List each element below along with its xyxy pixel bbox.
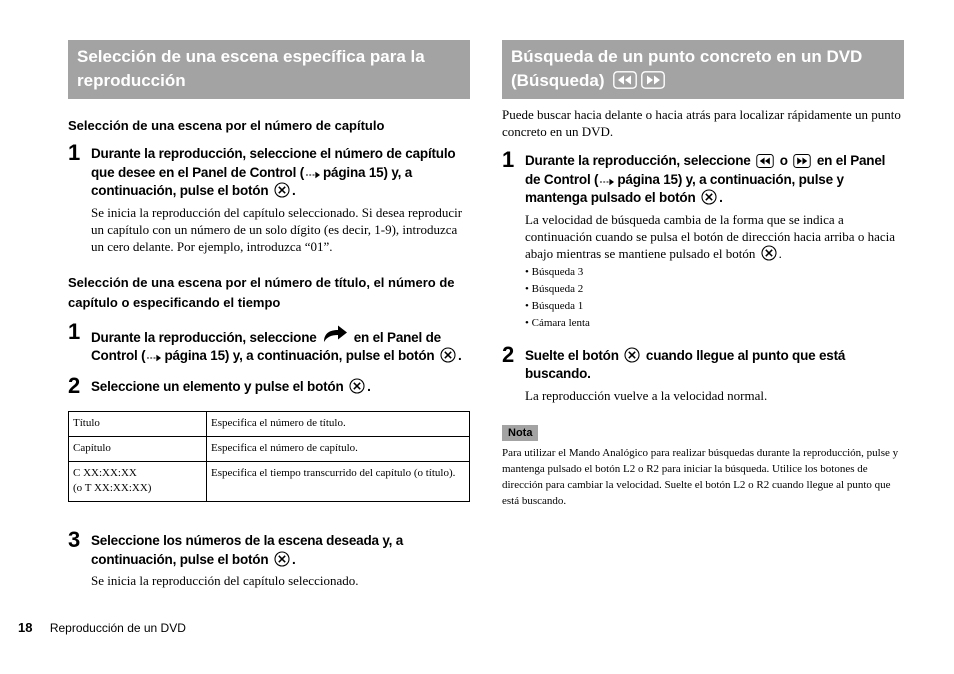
step-instruction [91,324,470,366]
step-number: 1 [502,147,515,172]
step-body [525,211,904,262]
fast-forward-icon [641,71,665,89]
step-instruction [91,532,470,569]
step-search-1 [502,147,904,332]
instr-text-2: cuando llegue al punto que está buscando. [525,347,846,381]
table-row [69,412,470,437]
subhead-chapter: Selección de una escena por el número de capítulo [68,118,385,133]
page-reference-arrow-icon [147,353,162,363]
instr-end: . [367,378,371,394]
step-title-1 [68,318,470,366]
table-row [69,437,470,462]
list-item: • Cámara lenta [525,315,904,332]
rewind-icon [613,71,637,89]
instr-text-2: en el Panel de Control ( [91,329,441,363]
step-instruction [91,378,470,397]
instr-text: Seleccione un elemento y pulse el botón [91,378,344,394]
step-instruction [525,152,904,208]
key-line-2: (o T XX:XX:XX) [73,482,152,494]
cross-button-icon [624,347,640,363]
instr-text: Durante la reproducción, seleccione el número de capítulo que desee en el Panel de Control ( [91,146,456,180]
table-cell-key [69,462,207,502]
step-body: La reproducción vuelve a la velocidad normal. [525,387,768,403]
instr-text: Durante la reproducción, seleccione [91,329,317,345]
instr-ref: página 15) y, a continuación, pulse y mantenga pulsado el botón [525,171,844,205]
table-cell-value: Especifica el número de capítulo. [207,437,470,462]
instr-or: o [779,153,788,168]
page-reference-arrow-icon [600,177,615,187]
subhead-title-chapter-time: Selección de una escena por el número de título, el número de capítulo o especificando el tiempo [68,274,455,310]
list-item: • Búsqueda 1 [525,298,904,315]
cross-button-icon [701,189,717,205]
instr-ref: página 15) y, a continuación, pulse el botón [164,348,435,363]
speed-list [525,264,904,332]
step-chapter-1 [68,140,470,255]
page-reference-arrow-icon [306,170,321,180]
table-cell-value: Especifica el número de título. [207,412,470,437]
list-item: • Búsqueda 2 [525,281,904,298]
rewind-icon [756,154,774,168]
step-number: 1 [68,140,81,165]
instr-text-2: en el Panel de Control ( [525,153,886,187]
body-text: La velocidad de búsqueda cambia de la forma que se indica a continuación cuando se pulsa el botón de dirección hacia arriba o hacia abajo mientras se mantiene pulsado el botón [525,211,895,261]
section-banner-scene-selection [68,40,470,99]
cross-button-icon [761,245,777,261]
step-search-2 [502,341,904,404]
step-number: 1 [68,318,81,344]
step-number: 2 [68,372,81,398]
note-block [502,423,904,509]
body-end: . [778,245,782,261]
table-row [69,462,470,502]
fast-forward-icon [793,154,811,168]
step-title-3 [68,527,470,589]
instr-end: . [719,190,723,205]
instr-end: . [291,551,296,567]
note-label: Nota [502,425,538,441]
step-number: 2 [502,341,515,367]
cross-button-icon [274,182,290,198]
step-body: Se inicia la reproducción del capítulo seleccionado. [91,573,359,588]
step-instruction [91,145,470,201]
footer-section-title: Reproducción de un DVD [49,621,186,635]
key-line-1: C XX:XX:XX [73,467,137,479]
cross-button-icon [349,378,365,394]
instr-ref: página 15) y, a continuación, pulse el botón [91,164,413,198]
step-title-2 [68,372,470,398]
note-text: Para utilizar el Mando Analógico para realizar búsquedas durante la reproducción, pulse y mantenga pulsado el botón L2 o R2 para iniciar la búsqueda. Utilice los botones de dirección para cambiar la velocidad. Suelte el botón L2 o R2 cuando llegue al punto que está buscando. [502,446,899,507]
section-banner-search [502,40,904,99]
intro-paragraph: Puede buscar hacia delante o hacia atrás para localizar rápidamente un punto concreto en un DVD. [502,107,901,139]
table-cell-key: Título [69,412,207,437]
jump-arrow-icon [322,324,348,344]
right-column [502,40,904,509]
step-number: 3 [68,527,81,552]
instr-text: Seleccione los números de la escena deseada y, a continuación, pulse el botón [91,533,404,567]
instr-end: . [291,183,296,198]
options-table [68,411,470,502]
cross-button-icon [440,347,456,363]
left-column [68,40,470,589]
table-cell-value: Especifica el tiempo transcurrido del capítulo (o título). [207,462,470,502]
step-body: Se inicia la reproducción del capítulo seleccionado. Si desea reproducir un capítulo con un número de un solo dígito (es decir, 1-9), introduzca un cero delante. Por ejemplo, introduzca “01”. [91,204,463,254]
page-number: 18 [18,620,33,635]
cross-button-icon [274,551,290,567]
banner-title: Búsqueda de un punto concreto en un DVD (Búsqueda) [511,47,863,90]
banner-title: Selección de una escena específica para la reproducción [77,47,425,90]
step-instruction [525,347,904,384]
instr-end: . [458,348,462,363]
list-item: • Búsqueda 3 [525,264,904,281]
instr-text: Durante la reproducción, seleccione [525,153,751,168]
page-footer [18,620,186,635]
table-cell-key: Capítulo [69,437,207,462]
instr-text: Suelte el botón [525,347,619,363]
